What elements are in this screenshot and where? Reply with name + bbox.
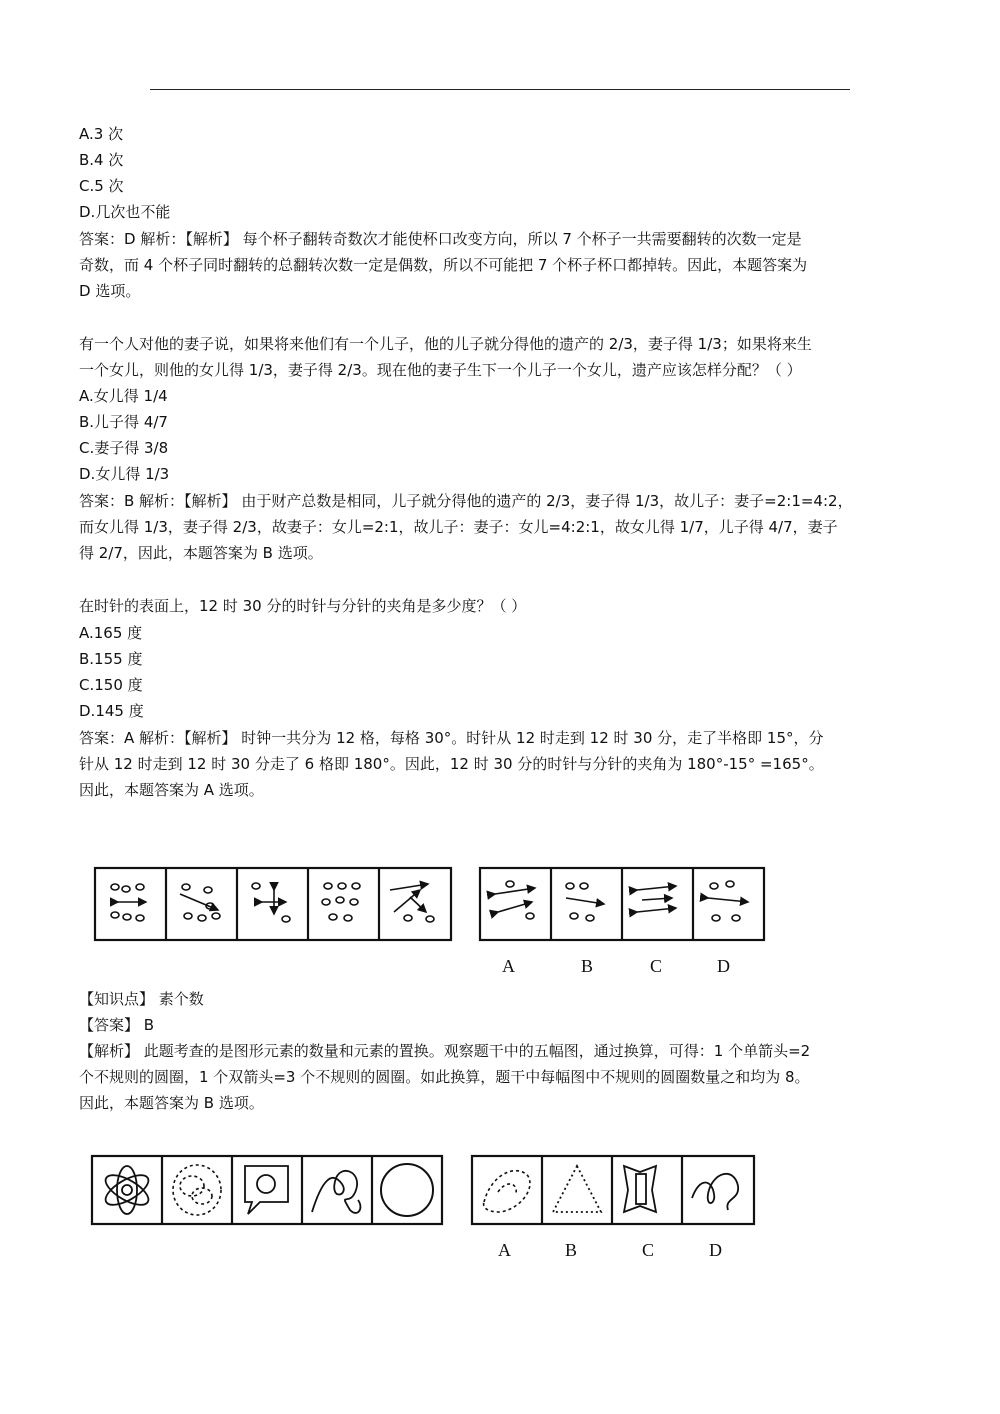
q2-answer-line: 而女儿得 1/3，妻子得 2/3，故妻子：女儿=2:1，故儿子：妻子：女儿=4:2:1，故女儿得 1/7，儿子得 4/7，妻子 xyxy=(79,518,838,536)
q1-answer-line: 答案：D 解析：【解析】 每个杯子翻转奇数次才能使杯口改变方向，所以 7 个杯子一共需要翻转的次数一定是 xyxy=(79,230,802,248)
header-rule xyxy=(150,89,850,90)
q2-option-a: A.女儿得 1/4 xyxy=(79,387,168,405)
q5-figure xyxy=(88,1150,768,1265)
q4-stem-panels xyxy=(95,868,451,940)
q1-answer-line: 奇数，而 4 个杯子同时翻转的总翻转次数一定是偶数，所以不可能把 7 个杯子杯口都掉转。因此，本题答案为 xyxy=(79,256,808,274)
q5-option-c-figure xyxy=(624,1166,656,1212)
q2-answer xyxy=(79,488,929,566)
q5-option-panels xyxy=(472,1156,754,1224)
q5-stem-panel-5 xyxy=(381,1164,433,1216)
q5-option-b-figure xyxy=(553,1166,601,1212)
q1-option-d: D.几次也不能 xyxy=(79,203,171,221)
q4-analysis-line: 个不规则的圆圈，1 个双箭头=3 个不规则的圆圈。如此换算，题干中每幅图中不规则的圆圈数量之和均为 8。 xyxy=(79,1068,810,1086)
q2-option-d: D.女儿得 1/3 xyxy=(79,465,170,483)
q2-option-b: B.儿子得 4/7 xyxy=(79,413,168,431)
q4-stem-panel-4 xyxy=(322,883,360,921)
q5-option-label-a: A xyxy=(498,1240,511,1260)
q4-analysis-line: 【解析】 此题考查的是图形元素的数量和元素的置换。观察题干中的五幅图，通过换算，可得：1 个单箭头=2 xyxy=(79,1042,811,1060)
q2-option-c: C.妻子得 3/8 xyxy=(79,439,169,457)
q3-option-b: B.155 度 xyxy=(79,650,143,668)
q2-answer-line: 得 2/7，因此，本题答案为 B 选项。 xyxy=(79,544,323,562)
q3-option-a: A.165 度 xyxy=(79,624,143,642)
q4-stem-panel-5 xyxy=(390,884,434,922)
q4-option-label-c: C xyxy=(650,956,663,976)
q4-stem-panel-1 xyxy=(111,884,146,921)
q4-option-a-figure xyxy=(495,881,535,919)
q4-option-label-d: D xyxy=(717,956,730,976)
q1-answer xyxy=(79,226,929,304)
q5-option-label-b: B xyxy=(565,1240,578,1260)
q3-answer-line: 针从 12 时走到 12 时 30 分走了 6 格即 180°。因此，12 时 30 分的时针与分针的夹角为 180°-15° =165°。 xyxy=(79,755,824,773)
q5-stem-panel-2 xyxy=(173,1165,221,1215)
q5-stem-panel-1 xyxy=(101,1166,153,1214)
q2-question-line: 有一个人对他的妻子说，如果将来他们有一个儿子，他的儿子就分得他的遗产的 2/3，妻子得 1/3；如果将来生 xyxy=(79,335,812,353)
q4-option-label-b: B xyxy=(581,956,594,976)
q3-answer-line: 因此，本题答案为 A 选项。 xyxy=(79,781,264,799)
q4-analysis xyxy=(79,1038,929,1116)
q4-option-b-figure xyxy=(566,883,604,921)
q3-option-c: C.150 度 xyxy=(79,676,143,694)
q4-option-d-figure xyxy=(708,881,748,921)
q4-answer: 【答案】 B xyxy=(79,1016,155,1034)
q1-option-c: C.5 次 xyxy=(79,177,124,195)
q4-stem-panel-3 xyxy=(252,883,290,922)
q5-option-label-d: D xyxy=(709,1240,722,1260)
q4-knowledge-point: 【知识点】 素个数 xyxy=(79,990,204,1008)
q3-option-d: D.145 度 xyxy=(79,702,144,720)
q1-option-a: A.3 次 xyxy=(79,125,124,143)
q4-option-label-a: A xyxy=(502,956,515,976)
q4-figure xyxy=(90,862,780,982)
q5-option-d-figure xyxy=(692,1174,738,1210)
q5-stem-panel-4 xyxy=(312,1171,360,1213)
q2-question-line: 一个女儿，则他的女儿得 1/3，妻子得 2/3。现在他的妻子生下一个儿子一个女儿，遗产应该怎样分配？（ ） xyxy=(79,361,802,379)
q3-question: 在时针的表面上，12 时 30 分的时针与分针的夹角是多少度？（ ） xyxy=(79,597,527,615)
q1-option-b: B.4 次 xyxy=(79,151,124,169)
q5-option-a-figure xyxy=(484,1171,530,1212)
q3-answer-line: 答案：A 解析：【解析】 时钟一共分为 12 格，每格 30°。时针从 12 时走到 12 时 30 分，走了半格即 15°，分 xyxy=(79,729,824,747)
q3-answer xyxy=(79,725,929,803)
q5-option-label-c: C xyxy=(642,1240,655,1260)
q4-analysis-line: 因此，本题答案为 B 选项。 xyxy=(79,1094,264,1112)
q1-answer-line: D 选项。 xyxy=(79,282,141,300)
q5-stem-panel-3 xyxy=(245,1166,288,1214)
q4-stem-frame xyxy=(95,868,451,940)
q4-option-c-figure xyxy=(637,886,676,912)
q2-answer-line: 答案：B 解析：【解析】 由于财产总数是相同，儿子就分得他的遗产的 2/3，妻子得 1/3，故儿子：妻子=2:1=4:2， xyxy=(79,492,853,510)
q2-question xyxy=(79,331,929,383)
q4-stem-panel-2 xyxy=(180,884,220,921)
